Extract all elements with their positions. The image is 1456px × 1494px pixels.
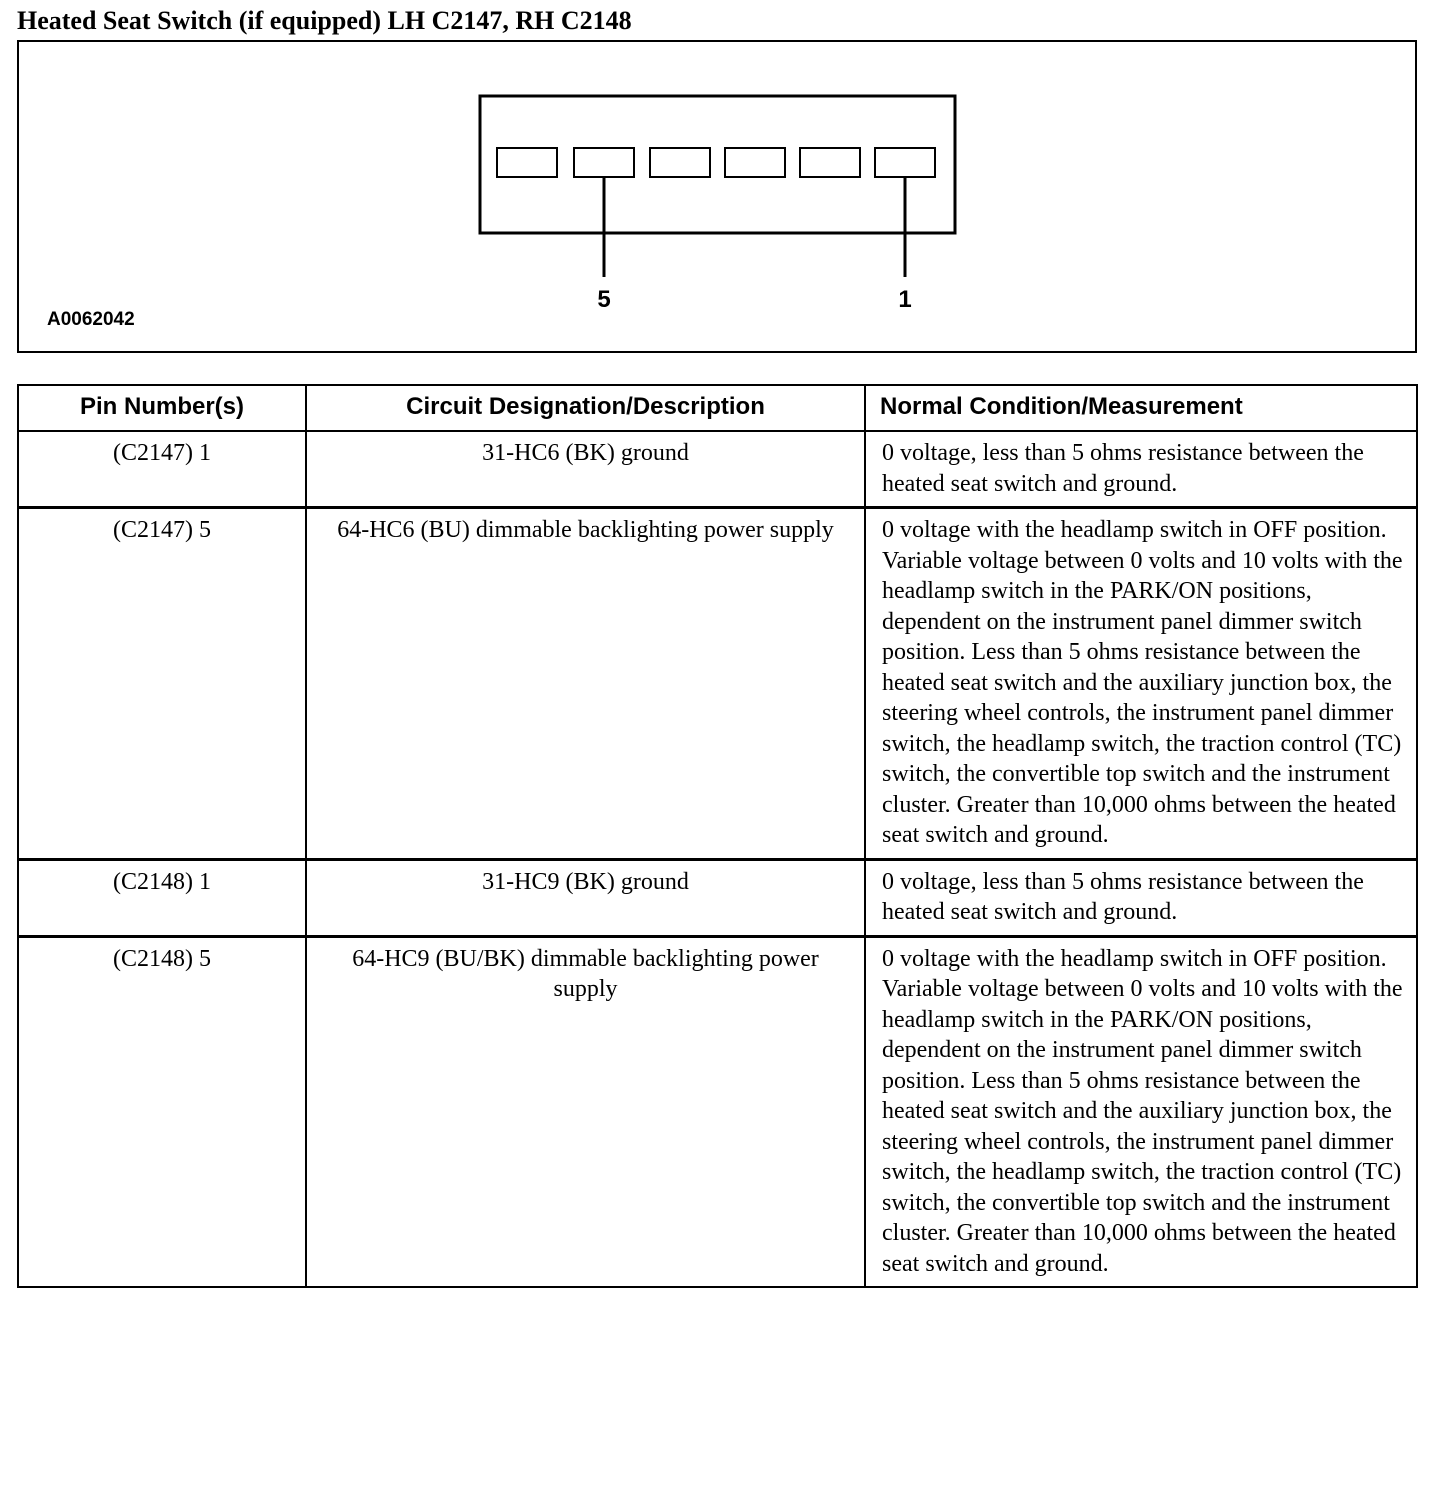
pin-cell: (C2147) 5 xyxy=(18,508,306,860)
connector-figure xyxy=(17,40,1417,353)
circuit-cell: 31-HC9 (BK) ground xyxy=(306,859,865,936)
connector-face-diagram xyxy=(19,42,1415,351)
pin-cavity xyxy=(800,148,860,177)
callout-pin-5: 5 xyxy=(597,286,611,313)
header-circuit-description: Circuit Designation/Description xyxy=(306,385,865,431)
table-row xyxy=(18,859,1417,936)
circuit-cell: 31-HC6 (BK) ground xyxy=(306,431,865,508)
circuit-cell: 64-HC9 (BU/BK) dimmable backlighting power supply xyxy=(306,936,865,1287)
header-normal-condition: Normal Condition/Measurement xyxy=(865,385,1417,431)
measurement-cell: 0 voltage with the headlamp switch in OFF position. Variable voltage between 0 volts and 10 volts with the headlamp switch in the PARK/ON positions, dependent on the instrument panel dimmer switch position. Less than 5 ohms resistance between the heated seat switch and the auxiliary junction box, the steering wheel controls, the instrument panel dimmer switch, the headlamp switch, the traction control (TC) switch, the convertible top switch and the instrument cluster. Greater than 10,000 ohms between the heated seat switch and ground. xyxy=(865,936,1417,1287)
connector-body xyxy=(480,96,955,233)
document-title: Heated Seat Switch (if equipped) LH C2147, RH C2148 xyxy=(17,6,632,35)
table-row xyxy=(18,431,1417,508)
measurement-cell: 0 voltage, less than 5 ohms resistance between the heated seat switch and ground. xyxy=(865,431,1417,508)
pin-cavity-5 xyxy=(574,148,634,177)
header-pin-numbers: Pin Number(s) xyxy=(18,385,306,431)
measurement-cell: 0 voltage, less than 5 ohms resistance between the heated seat switch and ground. xyxy=(865,859,1417,936)
measurement-cell: 0 voltage with the headlamp switch in OFF position. Variable voltage between 0 volts and 10 volts with the headlamp switch in the PARK/ON positions, dependent on the instrument panel dimmer switch position. Less than 5 ohms resistance between the heated seat switch and the auxiliary junction box, the steering wheel controls, the instrument panel dimmer switch, the headlamp switch, the traction control (TC) switch, the convertible top switch and the instrument cluster. Greater than 10,000 ohms between the heated seat switch and ground. xyxy=(865,508,1417,860)
pin-cavity xyxy=(725,148,785,177)
pin-cell: (C2148) 1 xyxy=(18,859,306,936)
figure-id: A0062042 xyxy=(47,309,135,330)
pin-cavity-1 xyxy=(875,148,935,177)
circuit-cell: 64-HC6 (BU) dimmable backlighting power supply xyxy=(306,508,865,860)
callout-pin-1: 1 xyxy=(898,286,912,313)
table-row xyxy=(18,508,1417,860)
pin-cell: (C2147) 1 xyxy=(18,431,306,508)
table-row xyxy=(18,936,1417,1287)
pin-cell: (C2148) 5 xyxy=(18,936,306,1287)
pin-cavity xyxy=(650,148,710,177)
table-header-row xyxy=(18,385,1417,431)
pinout-table xyxy=(17,384,1418,1288)
pin-cavity xyxy=(497,148,557,177)
